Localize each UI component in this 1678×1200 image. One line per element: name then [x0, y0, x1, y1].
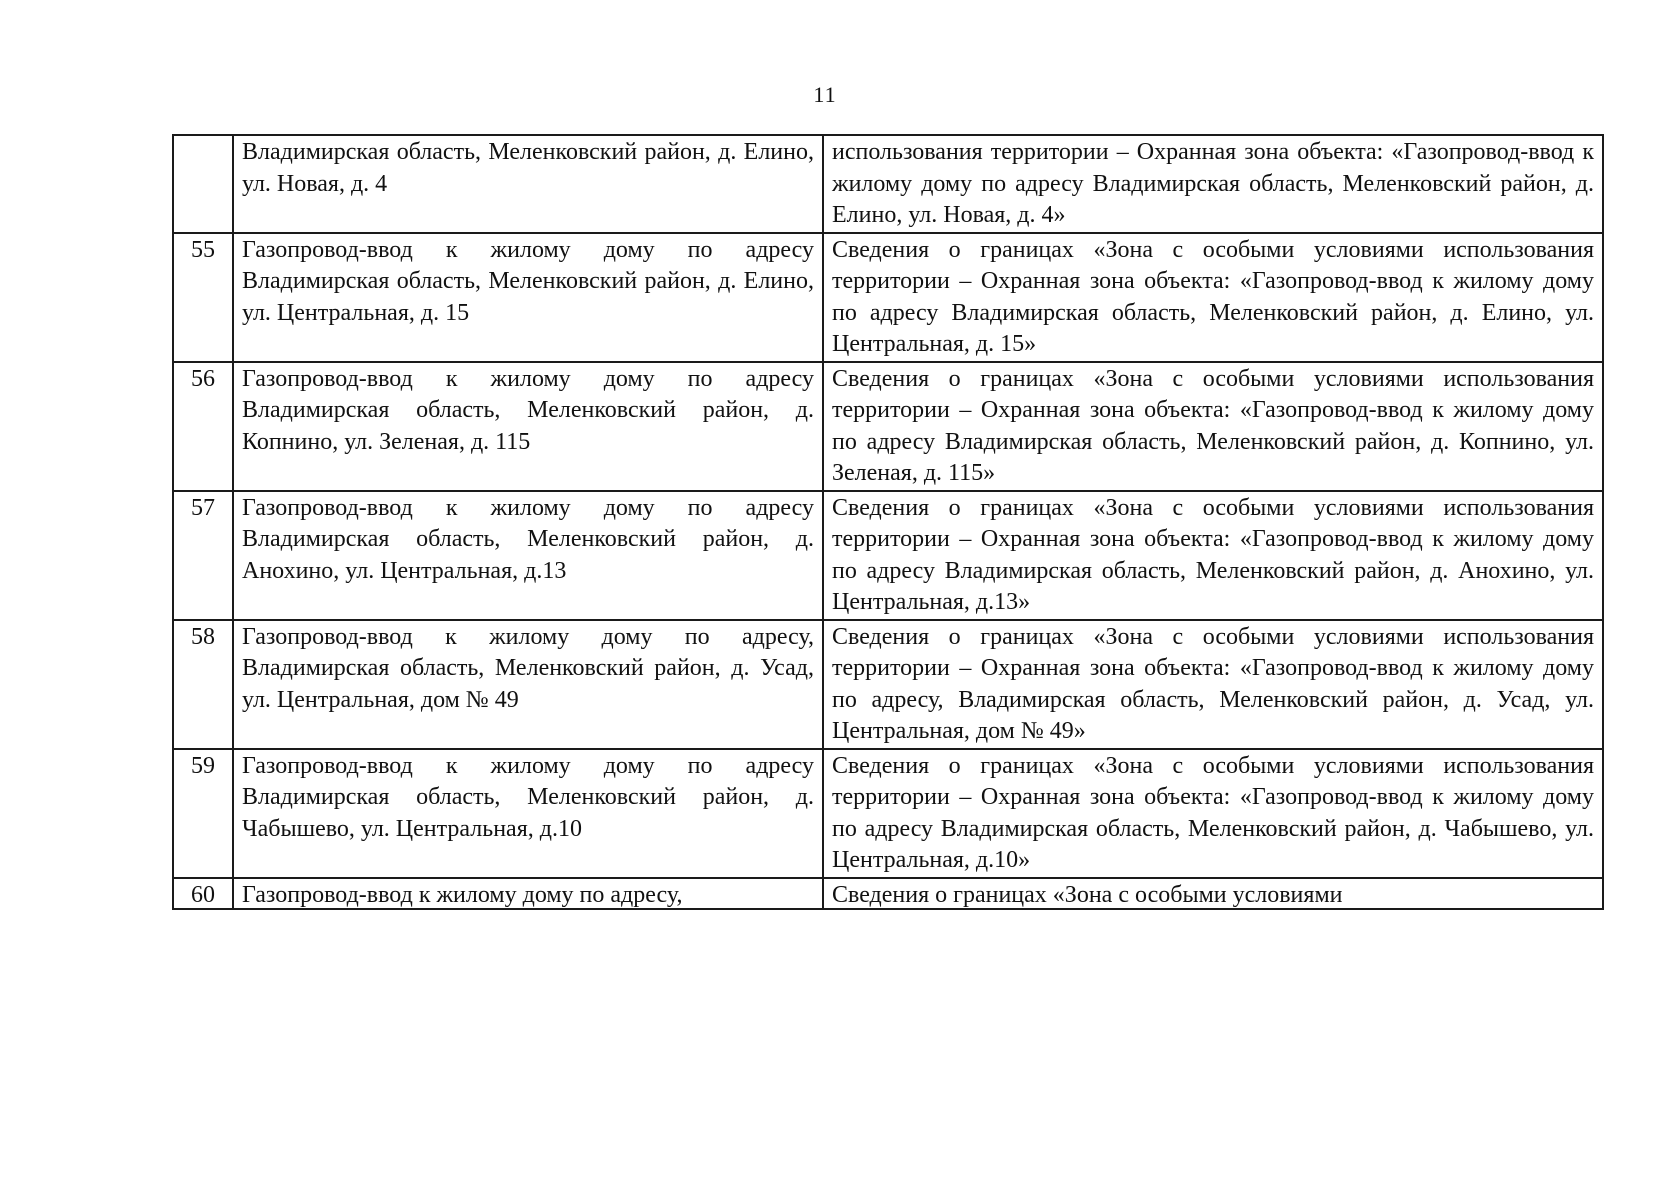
boundary-info: Сведения о границах «Зона с особыми условиями использования территории – Охранная зона объекта: «Газопровод-ввод к жилому дому по адресу Владимирская область, Меленковский район, д. Чабышево, ул. Центральная, д.10»: [823, 749, 1603, 878]
row-number: 58: [173, 620, 233, 749]
boundary-info: Сведения о границах «Зона с особыми условиями использования территории – Охранная зона объекта: «Газопровод-ввод к жилому дому по адресу Владимирская область, Меленковский район, д. Копнино, ул. Зеленая, д. 115»: [823, 362, 1603, 491]
object-description: Газопровод-ввод к жилому дому по адресу Владимирская область, Меленковский район, д. Копнино, ул. Зеленая, д. 115: [233, 362, 823, 491]
table-row: [173, 878, 1603, 909]
row-number: [173, 878, 233, 909]
row-number: 55: [173, 233, 233, 362]
row-number: 59: [173, 749, 233, 878]
row-number: 57: [173, 491, 233, 620]
object-description: Газопровод-ввод к жилому дому по адресу Владимирская область, Меленковский район, д. Чабышево, ул. Центральная, д.10: [233, 749, 823, 878]
object-description: [233, 878, 823, 909]
row-number-text: 60: [191, 881, 215, 908]
boundary-info: использования территории – Охранная зона объекта: «Газопровод-ввод к жилому дому по адресу Владимирская область, Меленковский район, д. Елино, ул. Новая, д. 4»: [823, 135, 1603, 233]
object-description: Газопровод-ввод к жилому дому по адресу Владимирская область, Меленковский район, д. Елино, ул. Центральная, д. 15: [233, 233, 823, 362]
table-row: [173, 362, 1603, 491]
table-row: [173, 491, 1603, 620]
boundary-info-text: Сведения о границах «Зона с особыми условиями: [832, 881, 1343, 908]
row-number: [173, 135, 233, 233]
table-row: [173, 620, 1603, 749]
row-number: 56: [173, 362, 233, 491]
page-number: 11: [813, 82, 837, 107]
document-table: [172, 134, 1604, 910]
object-description: Владимирская область, Меленковский район, д. Елино, ул. Новая, д. 4: [233, 135, 823, 233]
boundary-info: Сведения о границах «Зона с особыми условиями использования территории – Охранная зона объекта: «Газопровод-ввод к жилому дому по адресу Владимирская область, Меленковский район, д. Елино, ул. Центральная, д. 15»: [823, 233, 1603, 362]
boundary-info: Сведения о границах «Зона с особыми условиями использования территории – Охранная зона объекта: «Газопровод-ввод к жилому дому по адресу Владимирская область, Меленковский район, д. Анохино, ул. Центральная, д.13»: [823, 491, 1603, 620]
table-row: [173, 233, 1603, 362]
object-description: Газопровод-ввод к жилому дому по адресу, Владимирская область, Меленковский район, д. Усад, ул. Центральная, дом № 49: [233, 620, 823, 749]
object-description: Газопровод-ввод к жилому дому по адресу Владимирская область, Меленковский район, д. Анохино, ул. Центральная, д.13: [233, 491, 823, 620]
table-row: [173, 749, 1603, 878]
table-row: [173, 135, 1603, 233]
boundary-info: Сведения о границах «Зона с особыми условиями использования территории – Охранная зона объекта: «Газопровод-ввод к жилому дому по адресу, Владимирская область, Меленковский район, д. Усад, ул. Центральная, дом № 49»: [823, 620, 1603, 749]
object-description-text: Газопровод-ввод к жилому дому по адресу,: [242, 881, 683, 908]
boundary-info: [823, 878, 1603, 909]
